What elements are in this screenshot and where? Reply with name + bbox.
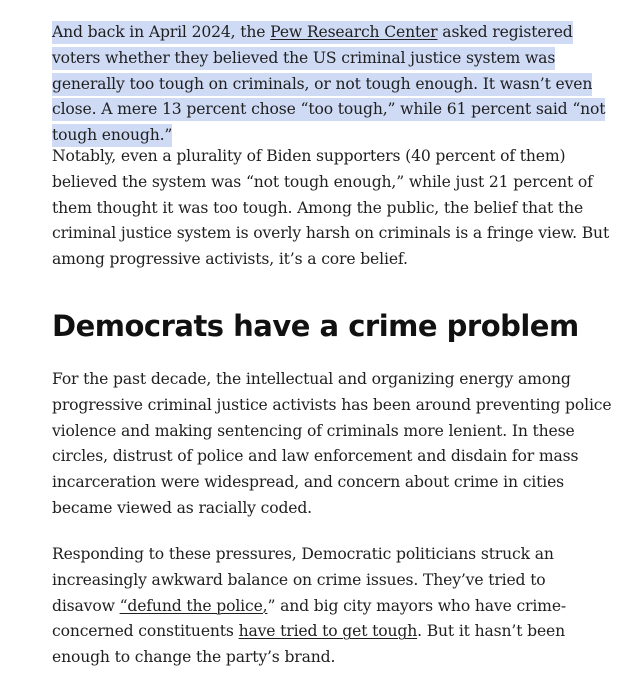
paragraph-pew-poll: [52, 20, 612, 149]
paragraph-text: asked registered voters whether they believed the US criminal justice system was generally too tough on criminals, or not tough enough. It wasn’t even close. A mere 13 percent chose “too tough,” while 61 percent said “not tough enough.”: [52, 23, 606, 145]
link-have-tried-to-get-tough[interactable]: have tried to get tough: [238, 622, 418, 641]
paragraph-activists: For the past decade, the intellectual and organizing energy among progressive criminal justice activists has been around preventing police violence and making sentencing of criminals more lenient. In these circles, distrust of police and law enforcement and disdain for mass incarceration were widespread, and concern about crime in cities became viewed as racially coded.: [52, 370, 612, 517]
paragraph-text: Responding to these pressures, Democratic politicians struck an increasingly awkward balance on crime issues. They’ve tried to disavow: [52, 545, 554, 615]
paragraph-text: ” and big city mayors who have crime-concerned constituents: [52, 596, 567, 641]
link-defund-the-police[interactable]: “defund the police,: [119, 596, 268, 615]
link-pew-research-center[interactable]: Pew Research Center: [270, 23, 438, 41]
paragraph-democratic-politicians: [52, 542, 612, 671]
selected-text-highlight[interactable]: [52, 21, 605, 147]
paragraph-biden-supporters: Notably, even a plurality of Biden supporters (40 percent of them) believed the system was “not tough enough,” while just 21 percent of them thought it was too tough. Among the public, the belief that the criminal justice system is overly harsh on criminals is a fringe view. But among progressive activists, it’s a core belief.: [52, 147, 610, 269]
paragraph-text: And back in April 2024, the: [52, 23, 271, 41]
paragraph-text: . But it hasn’t been enough to change the party’s brand.: [52, 622, 566, 667]
section-heading: Democrats have a crime problem: [52, 309, 579, 343]
